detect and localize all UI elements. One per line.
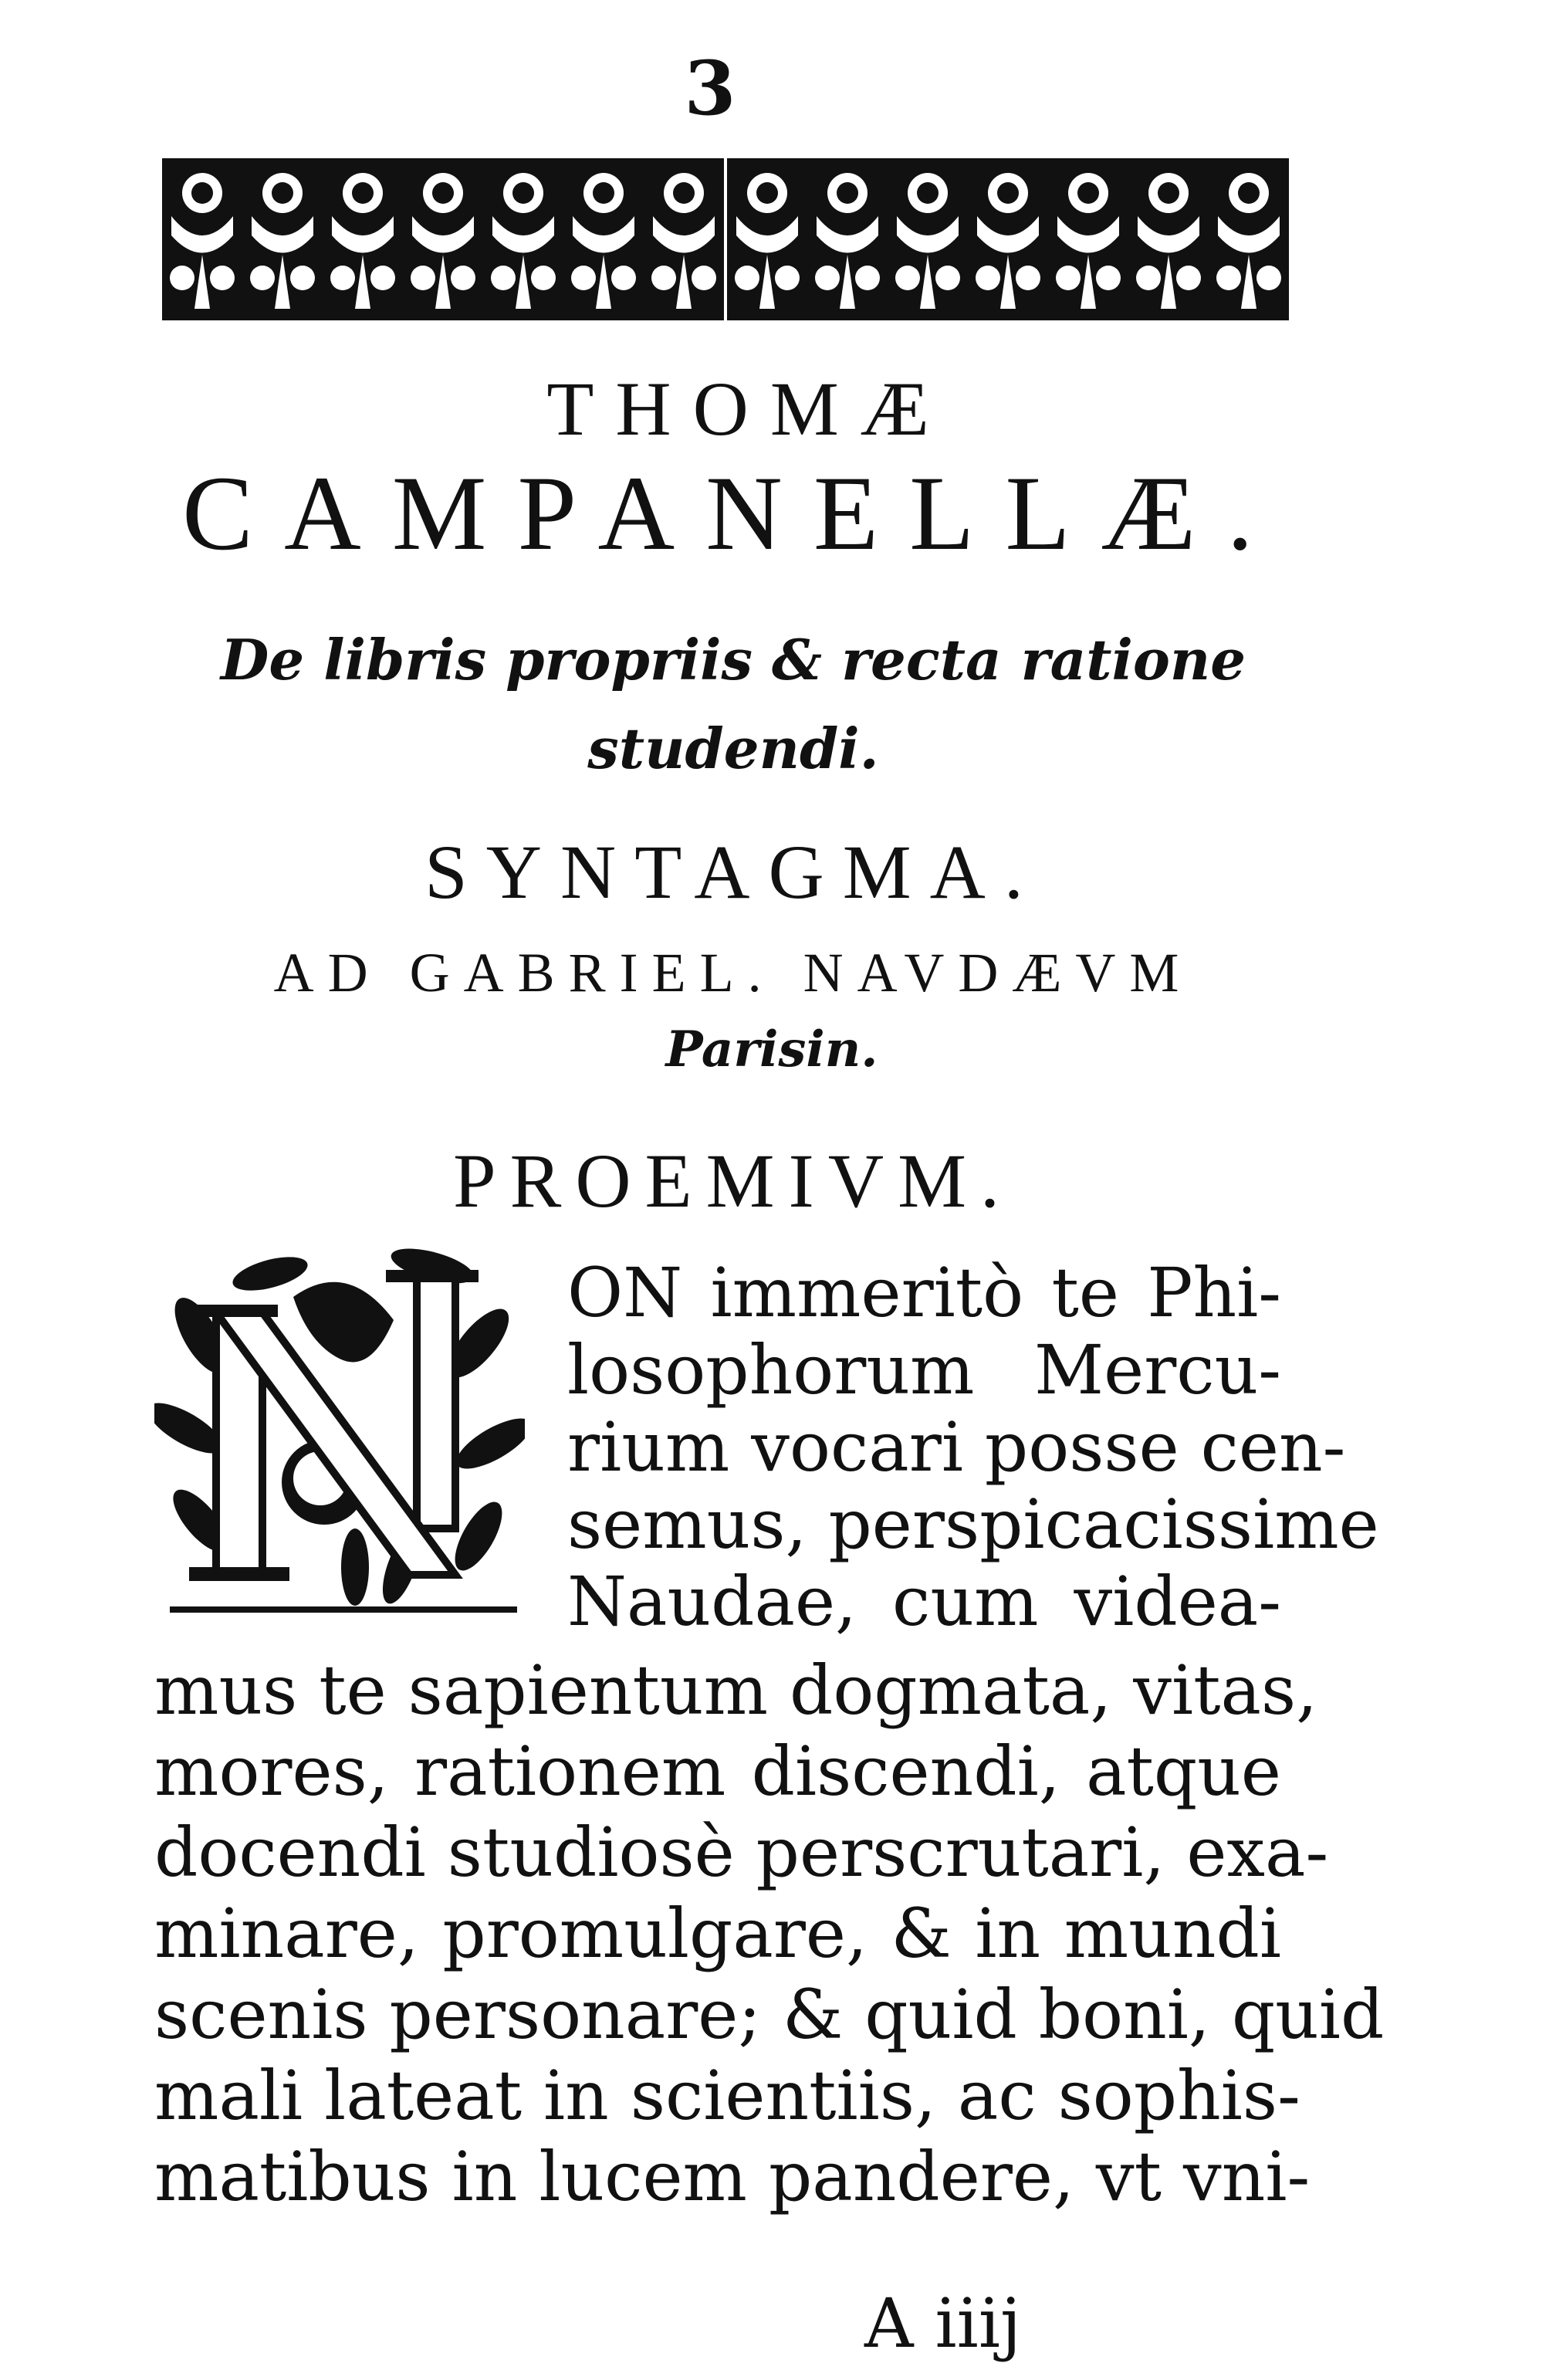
body-line-10: scenis personare; & quid boni, quid (154, 1975, 1385, 2054)
fleuron-border-ornament (162, 158, 1289, 320)
body-line-9: minare, promulgare, & in mundi (154, 1894, 1281, 1973)
place-name: Parisin. (665, 1021, 878, 1078)
subtitle-line-2: studendi. (587, 716, 879, 781)
body-line-11: mali lateat in scientiis, ac sophis- (154, 2056, 1300, 2135)
addressee-line: AD GABRIEL. NAVDÆVM (273, 942, 1193, 1004)
decorated-initial-N-icon (154, 1227, 525, 1629)
body-line-6: mus te sapientum dogmata, vitas, (154, 1650, 1318, 1730)
syntagma-heading: SYNTAGMA. (424, 829, 1042, 915)
body-line-2: losophorum Mercu- (567, 1330, 1281, 1410)
section-title: PROEMIVM. (453, 1138, 1013, 1224)
author-last-name: CAMPANELLÆ. (182, 454, 1284, 572)
catchword-signature: A iiij (864, 2284, 1022, 2363)
body-line-1: ON immeritò te Phi- (567, 1253, 1281, 1332)
body-line-7: mores, rationem discendi, atque (154, 1732, 1281, 1811)
body-line-5: Naudae, cum videa- (567, 1562, 1281, 1641)
body-line-3: rium vocari posse cen- (567, 1407, 1346, 1487)
body-line-8: docendi studiosè perscrutari, exa- (154, 1813, 1329, 1892)
body-line-4: semus, perspicacissime (567, 1485, 1379, 1564)
author-first-name: THOMÆ (546, 366, 951, 452)
body-line-12: matibus in lucem pandere, vt vni- (154, 2137, 1311, 2216)
subtitle-line-1: De libris propriis & recta ratione (220, 627, 1246, 692)
page-number: 3 (684, 45, 736, 132)
